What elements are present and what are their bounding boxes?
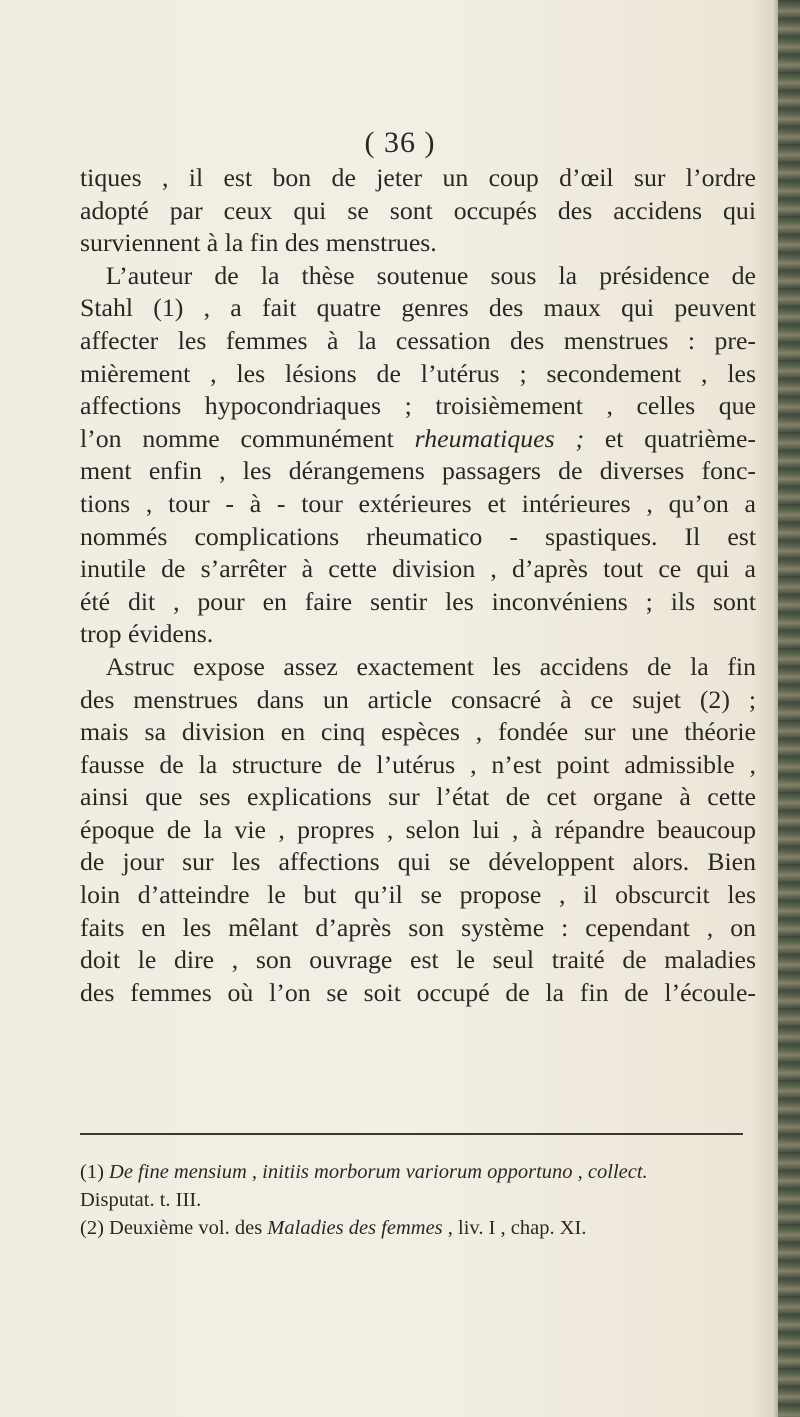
book-spine xyxy=(778,0,800,1417)
body-text xyxy=(80,162,756,1009)
text-line: faits en les mêlant d’après son système : cependant , on xyxy=(80,912,756,942)
text-line: des menstrues dans un article consacré à ce sujet (2) ; xyxy=(80,684,756,714)
text-line: affections hypocondriaques ; troisièmement , celles que xyxy=(80,391,756,421)
text-segment: et quatrième- xyxy=(584,423,757,453)
footnote-mark: (2) xyxy=(80,1217,104,1239)
text-line: adopté par ceux qui se sont occupés des accidens qui xyxy=(80,195,756,225)
footnote-text: Deuxième vol. des xyxy=(103,1217,268,1239)
text-line: affecter les femmes à la cessation des menstrues : pre- xyxy=(80,325,756,355)
text-line xyxy=(80,423,756,456)
text-line: des femmes où l’on se soit occupé de la fin de l’écoule- xyxy=(80,977,756,1007)
text-line: doit le dire , son ouvrage est le seul traité de maladies xyxy=(80,945,756,975)
text-line: nommés complications rheumatico - spastiques. Il est xyxy=(80,521,756,551)
footnote-1-cont: Disputat. t. III. xyxy=(80,1189,202,1211)
text-line: surviennent à la fin des menstrues. xyxy=(80,228,437,258)
footnote-title: De fine mensium , initiis morborum variorum opportuno , collect. xyxy=(109,1161,648,1183)
italic-term: rheumatiques ; xyxy=(414,423,585,453)
text-line: Stahl (1) , a fait quatre genres des maux qui peuvent xyxy=(80,293,756,323)
text-line: mièrement , les lésions de l’utérus ; secondement , les xyxy=(80,358,756,388)
text-line: fausse de la structure de l’utérus , n’est point admissible , xyxy=(80,749,756,779)
text-line: époque de la vie , propres , selon lui , à répandre beaucoup xyxy=(80,814,756,844)
text-line: ainsi que ses explications sur l’état de cet organe à cette xyxy=(80,782,756,812)
footnotes xyxy=(80,1158,756,1242)
footnote-1 xyxy=(80,1158,756,1186)
text-line: Astruc expose assez exactement les accidens de la fin xyxy=(105,651,756,681)
text-segment: l’on nomme communément xyxy=(80,423,415,453)
footnote-rule xyxy=(80,1133,743,1135)
text-line: tiques , il est bon de jeter un coup d’œil sur l’ordre xyxy=(80,163,756,192)
text-line: inutile de s’arrêter à cette division , d’après tout ce qui a xyxy=(80,554,756,584)
text-line: loin d’atteindre le but qu’il se propose , il obscurcit les xyxy=(80,880,756,910)
footnote-mark: (1) xyxy=(80,1161,104,1183)
text-line: ment enfin , les dérangemens passagers de diverses fonc- xyxy=(80,456,756,486)
footnote-2 xyxy=(80,1214,756,1242)
text-line: de jour sur les affections qui se développent alors. Bien xyxy=(80,847,756,877)
text-line: tions , tour - à - tour extérieures et intérieures , qu’on a xyxy=(80,488,756,518)
footnote-title: Maladies des femmes xyxy=(267,1217,443,1239)
text-line: été dit , pour en faire sentir les inconvéniens ; ils sont xyxy=(80,586,756,616)
text-line: trop évidens. xyxy=(80,619,214,649)
page-number: ( 36 ) xyxy=(364,126,436,159)
text-line: mais sa division en cinq espèces , fondée sur une théorie xyxy=(80,717,756,747)
text-line: L’auteur de la thèse soutenue sous la présidence de xyxy=(105,260,756,290)
footnote-text: , liv. I , chap. XI. xyxy=(442,1217,587,1239)
